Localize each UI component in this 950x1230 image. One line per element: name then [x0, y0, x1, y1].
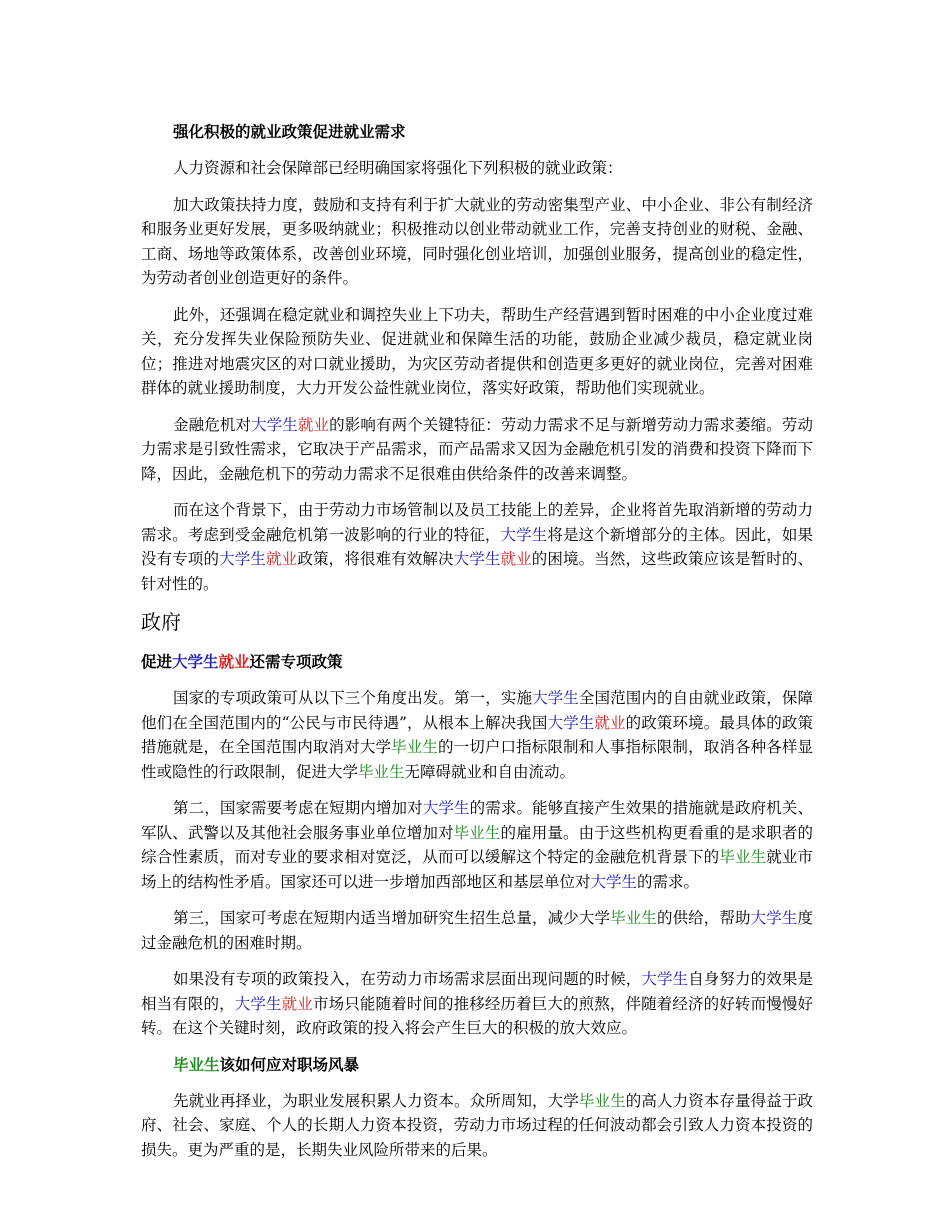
paragraph-intro [141, 156, 813, 181]
keyword-employment: 就业 [218, 652, 250, 671]
text-run: 市场只能随着时间的推移经历着巨大的煎熬，伴随着经济的好转而慢慢好转。在这个关键时刻，政府政策的投入将会产生巨大的积极的放大效应。 [141, 994, 813, 1037]
text-run: 度过金融危机的困难时期。 [141, 909, 813, 952]
keyword-graduates: 毕业生 [453, 823, 501, 842]
paragraph-employ-first [141, 1089, 813, 1163]
text-run: 该如何应对职场风暴 [219, 1054, 360, 1074]
text-run: 金融危机对 [173, 415, 252, 434]
text-run: 先就业再择业，为职业发展积累人力资本。众所周知，大学 [173, 1091, 579, 1110]
text-run: 政策，将很难有效解决 [297, 550, 454, 568]
keyword-employment: 就业 [297, 415, 330, 434]
text-run: 的影响有两个关键特征：劳动力需求不足与新增劳动力需求萎缩。劳动力需求是引致性需求，它取决于产品需求，而产品需求又因为金融危机引发的消费和投资下降而下降，因此，金融危机下的劳动力需求不足很难由供给条件的改善来调整。 [141, 415, 813, 483]
text-run: 第三，国家可考虑在短期内适当增加研究生招生总量，减少大学 [173, 909, 611, 927]
text-run: 的一切户口指标限制和人事指标限制，取消各种各样显性或隐性的行政限制，促进大学 [141, 738, 813, 781]
text-run: 的供给，帮助 [656, 909, 751, 927]
text-run: 如果没有专项的政策投入，在劳动力市场需求层面出现问题的时候， [173, 970, 642, 988]
heading-employment-policy [141, 120, 813, 144]
text-run: 此外，还强调在稳定就业和调控失业上下功夫，帮助生产经营遇到暂时困难的中小企业度过难关，充分发挥失业保险预防失业、促进就业和保障生活的功能，鼓励企业减少裁员，稳定就业岗位；推进对地震灾区的对口就业援助，为灾区劳动者提供和创造更多更好的就业岗位，完善对困难群体的就业援助制度，大力开发公益性就业岗位，落实好政策，帮助他们实现就业。 [141, 305, 813, 397]
paragraph-first-angle [141, 686, 813, 784]
heading-special-policy [141, 650, 813, 674]
text-run: 将是这个新增部分的主体。因此，如果没有专项的 [141, 525, 813, 568]
keyword-graduates: 毕业生 [358, 762, 405, 781]
keyword-college-students: 大学生 [547, 713, 595, 732]
keyword-college-students: 大学生 [590, 872, 638, 891]
keyword-graduates: 毕业生 [578, 1091, 626, 1110]
keyword-college-students: 大学生 [453, 550, 501, 568]
text-run: 的需求。 [637, 872, 700, 891]
paragraph-policy-input [141, 967, 813, 1041]
keyword-college-students: 大学生 [219, 550, 267, 568]
keyword-college-students: 大学生 [422, 799, 470, 817]
keyword-college-students: 大学生 [172, 652, 219, 671]
keyword-graduates: 毕业生 [610, 909, 657, 927]
keyword-college-students: 大学生 [251, 415, 298, 434]
keyword-college-students: 大学生 [641, 970, 689, 988]
paragraph-second-angle [141, 796, 813, 894]
text-run: 还需专项政策 [249, 652, 343, 671]
keyword-graduates: 毕业生 [391, 738, 438, 756]
paragraph-policy-support [141, 193, 813, 291]
text-run: 的高人力资本存量得益于政府、社会、家庭、个人的长期人力资本投资，劳动力市场过程的任何波动都会引致人力资本投资的损失。更为严重的是，长期失业风险所带来的后果。 [141, 1091, 813, 1159]
keyword-employment: 就业 [500, 550, 532, 568]
text-run: 自身努力的效果是相当有限的， [141, 970, 813, 1013]
text-run: 全国范围内的自由就业政策，保障他们在全国范围内的“公民与市民待遇”，从根本上解决我国 [141, 689, 813, 732]
text-run: 的需求。能够直接产生效果的措施就是政府机关、军队、武警以及其他社会服务事业单位增加对 [141, 799, 813, 842]
keyword-graduates: 毕业生 [719, 848, 767, 866]
text-run: 第二，国家需要考虑在短期内增加对 [173, 799, 423, 817]
text-run: 政府 [141, 610, 181, 634]
text-run: 强化积极的就业政策促进就业需求 [173, 122, 406, 141]
text-run: 而在这个背景下，由于劳动力市场管制以及员工技能上的差异，企业将首先取消新增的劳动力需求。考虑到受金融危机第一波影响的行业的特征， [141, 501, 813, 544]
heading-graduates-storm [141, 1053, 813, 1077]
text-run: 国家的专项政策可从以下三个角度出发。第一，实施 [173, 689, 533, 707]
paragraph-financial-crisis [141, 413, 813, 487]
document-page [141, 120, 813, 1174]
text-run: 就业市场上的结构性矛盾。国家还可以进一步增加西部地区和基层单位对 [141, 848, 813, 891]
text-run: 无障碍就业和自由流动。 [404, 762, 576, 781]
paragraph-third-angle [141, 906, 813, 955]
text-run: 人力资源和社会保障部已经明确国家将强化下列积极的就业政策： [173, 159, 623, 177]
paragraph-stabilize-employment [141, 303, 813, 401]
heading-government [141, 608, 813, 636]
keyword-college-students: 大学生 [750, 909, 798, 927]
text-run: 的困境。当然，这些政策应该是暂时的、针对性的。 [141, 550, 813, 593]
text-run: 促进 [141, 652, 173, 671]
text-run: 加大政策扶持力度，鼓励和支持有利于扩大就业的劳动密集型产业、中小企业、非公有制经济和服务业更好发展，更多吸纳就业；积极推动以创业带动就业工作，完善支持创业的财税、金融、工商、场地等政策体系，改善创业环境，同时强化创业培训，加强创业服务，提高创业的稳定性，为劳动者创业创造更好的条件。 [141, 195, 813, 287]
paragraph-background [141, 498, 813, 596]
text-run: 的雇用量。由于这些机构更看重的是求职者的综合性素质，而对专业的要求相对宽泛，从而可以缓解这个特定的金融危机背景下的 [141, 823, 813, 866]
keyword-employment: 就业 [281, 994, 313, 1013]
text-run: 的政策环境。最具体的政策措施就是，在全国范围内取消对大学 [141, 713, 813, 756]
keyword-graduates: 毕业生 [173, 1054, 220, 1074]
keyword-employment: 就业 [266, 550, 298, 568]
keyword-employment: 就业 [594, 713, 626, 732]
keyword-college-students: 大学生 [532, 689, 579, 707]
keyword-college-students: 大学生 [234, 994, 282, 1013]
keyword-college-students: 大学生 [500, 525, 548, 544]
